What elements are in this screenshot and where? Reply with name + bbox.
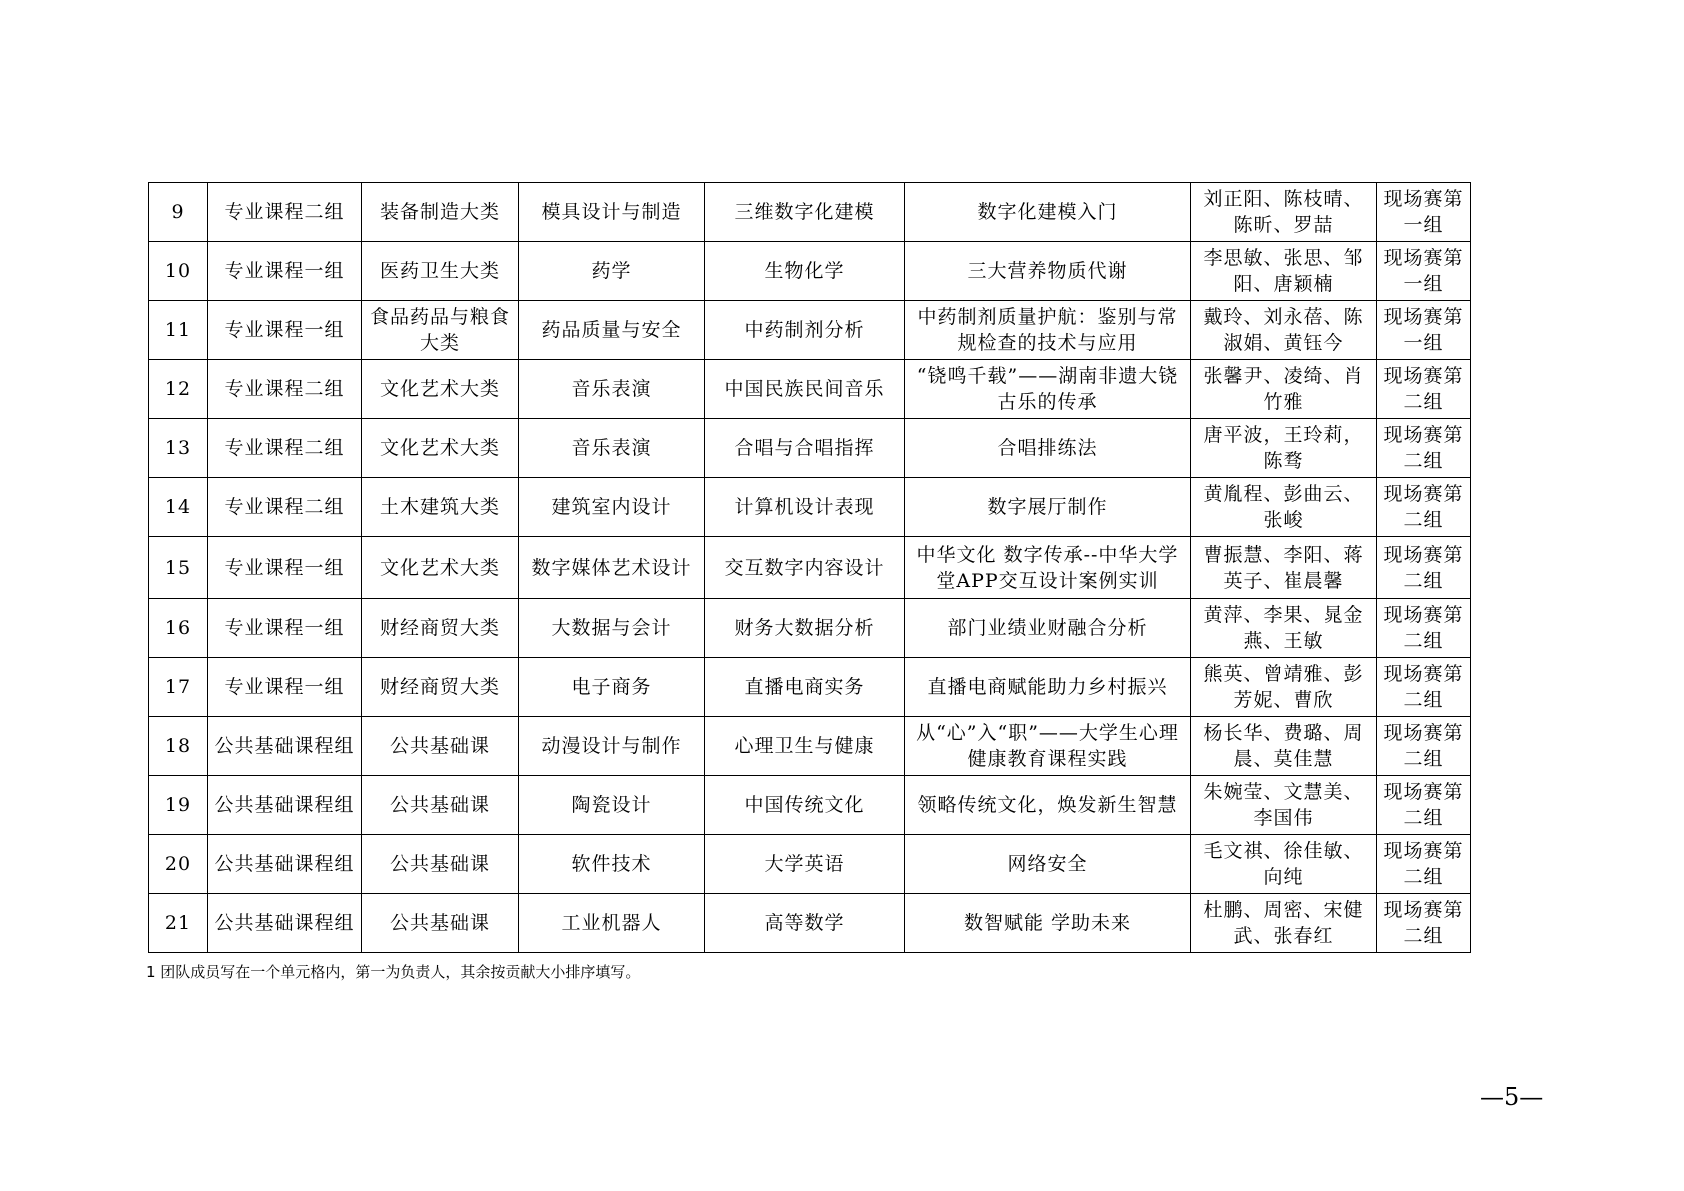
category-cell: 装备制造大类 xyxy=(362,183,519,242)
category-cell: 公共基础课 xyxy=(362,835,519,894)
category-cell: 文化艺术大类 xyxy=(362,537,519,599)
major-cell: 药学 xyxy=(519,242,705,301)
table-row xyxy=(149,776,1471,835)
team-cell: 张馨尹、凌绮、肖竹雅 xyxy=(1191,360,1377,419)
table-row xyxy=(149,537,1471,599)
course-cell: 生物化学 xyxy=(705,242,905,301)
group-cell: 专业课程二组 xyxy=(208,419,362,478)
course-cell: 高等数学 xyxy=(705,894,905,953)
contest-cell: 现场赛第二组 xyxy=(1377,478,1471,537)
category-cell: 文化艺术大类 xyxy=(362,419,519,478)
table-row xyxy=(149,183,1471,242)
contest-cell: 现场赛第二组 xyxy=(1377,776,1471,835)
team-cell: 杨长华、费璐、周晨、莫佳慧 xyxy=(1191,717,1377,776)
contest-cell: 现场赛第二组 xyxy=(1377,717,1471,776)
course-cell: 直播电商实务 xyxy=(705,658,905,717)
table-row xyxy=(149,419,1471,478)
topic-cell: 三大营养物质代谢 xyxy=(905,242,1191,301)
table-body xyxy=(149,183,1471,953)
course-cell: 交互数字内容设计 xyxy=(705,537,905,599)
category-cell: 公共基础课 xyxy=(362,776,519,835)
contest-cell: 现场赛第一组 xyxy=(1377,242,1471,301)
course-cell: 合唱与合唱指挥 xyxy=(705,419,905,478)
course-cell: 心理卫生与健康 xyxy=(705,717,905,776)
table-row xyxy=(149,242,1471,301)
row-number-cell: 20 xyxy=(149,835,208,894)
major-cell: 音乐表演 xyxy=(519,360,705,419)
table-row xyxy=(149,658,1471,717)
topic-cell: 领略传统文化，焕发新生智慧 xyxy=(905,776,1191,835)
contest-cell: 现场赛第二组 xyxy=(1377,894,1471,953)
group-cell: 公共基础课程组 xyxy=(208,776,362,835)
row-number-cell: 19 xyxy=(149,776,208,835)
group-cell: 专业课程一组 xyxy=(208,301,362,360)
table-row xyxy=(149,894,1471,953)
team-cell: 戴玲、刘永蓓、陈淑娟、黄钰今 xyxy=(1191,301,1377,360)
table-row xyxy=(149,599,1471,658)
group-cell: 公共基础课程组 xyxy=(208,894,362,953)
group-cell: 专业课程二组 xyxy=(208,478,362,537)
course-cell: 中国传统文化 xyxy=(705,776,905,835)
contest-cell: 现场赛第二组 xyxy=(1377,835,1471,894)
topic-cell: 数智赋能 学助未来 xyxy=(905,894,1191,953)
group-cell: 公共基础课程组 xyxy=(208,717,362,776)
course-cell: 计算机设计表现 xyxy=(705,478,905,537)
row-number-cell: 18 xyxy=(149,717,208,776)
topic-cell: 网络安全 xyxy=(905,835,1191,894)
major-cell: 模具设计与制造 xyxy=(519,183,705,242)
category-cell: 医药卫生大类 xyxy=(362,242,519,301)
team-cell: 李思敏、张思、邹阳、唐颖楠 xyxy=(1191,242,1377,301)
group-cell: 专业课程一组 xyxy=(208,537,362,599)
group-cell: 公共基础课程组 xyxy=(208,835,362,894)
page-number: —5— xyxy=(1480,1083,1544,1111)
topic-cell: “铙鸣千载”——湖南非遗大铙古乐的传承 xyxy=(905,360,1191,419)
course-cell: 中国民族民间音乐 xyxy=(705,360,905,419)
major-cell: 软件技术 xyxy=(519,835,705,894)
row-number-cell: 11 xyxy=(149,301,208,360)
footnote: 1 团队成员写在一个单元格内，第一为负责人，其余按贡献大小排序填写。 xyxy=(146,963,641,981)
team-cell: 曹振慧、李阳、蒋英子、崔晨馨 xyxy=(1191,537,1377,599)
contest-cell: 现场赛第二组 xyxy=(1377,537,1471,599)
row-number-cell: 16 xyxy=(149,599,208,658)
group-cell: 专业课程二组 xyxy=(208,360,362,419)
team-cell: 毛文祺、徐佳敏、向纯 xyxy=(1191,835,1377,894)
topic-cell: 合唱排练法 xyxy=(905,419,1191,478)
contest-cell: 现场赛第二组 xyxy=(1377,599,1471,658)
contest-cell: 现场赛第一组 xyxy=(1377,301,1471,360)
group-cell: 专业课程二组 xyxy=(208,183,362,242)
contest-cell: 现场赛第二组 xyxy=(1377,658,1471,717)
team-cell: 黄胤程、彭曲云、张峻 xyxy=(1191,478,1377,537)
team-cell: 刘正阳、陈枝晴、陈昕、罗喆 xyxy=(1191,183,1377,242)
table-row xyxy=(149,478,1471,537)
major-cell: 药品质量与安全 xyxy=(519,301,705,360)
team-cell: 唐平波，王玲莉，陈骛 xyxy=(1191,419,1377,478)
category-cell: 财经商贸大类 xyxy=(362,599,519,658)
topic-cell: 从“心”入“职”——大学生心理健康教育课程实践 xyxy=(905,717,1191,776)
topic-cell: 部门业绩业财融合分析 xyxy=(905,599,1191,658)
course-cell: 财务大数据分析 xyxy=(705,599,905,658)
major-cell: 动漫设计与制作 xyxy=(519,717,705,776)
row-number-cell: 12 xyxy=(149,360,208,419)
major-cell: 工业机器人 xyxy=(519,894,705,953)
major-cell: 建筑室内设计 xyxy=(519,478,705,537)
team-cell: 熊英、曾靖雅、彭芳妮、曹欣 xyxy=(1191,658,1377,717)
table-row xyxy=(149,717,1471,776)
row-number-cell: 15 xyxy=(149,537,208,599)
contest-cell: 现场赛第二组 xyxy=(1377,419,1471,478)
contest-cell: 现场赛第二组 xyxy=(1377,360,1471,419)
table-row xyxy=(149,835,1471,894)
group-cell: 专业课程一组 xyxy=(208,599,362,658)
major-cell: 电子商务 xyxy=(519,658,705,717)
topic-cell: 数字展厅制作 xyxy=(905,478,1191,537)
table-row xyxy=(149,301,1471,360)
major-cell: 陶瓷设计 xyxy=(519,776,705,835)
row-number-cell: 13 xyxy=(149,419,208,478)
major-cell: 大数据与会计 xyxy=(519,599,705,658)
group-cell: 专业课程一组 xyxy=(208,658,362,717)
team-cell: 杜鹏、周密、宋健武、张春红 xyxy=(1191,894,1377,953)
team-cell: 黄萍、李果、晁金燕、王敏 xyxy=(1191,599,1377,658)
topic-cell: 直播电商赋能助力乡村振兴 xyxy=(905,658,1191,717)
row-number-cell: 10 xyxy=(149,242,208,301)
category-cell: 食品药品与粮食大类 xyxy=(362,301,519,360)
topic-cell: 中华文化 数字传承--中华大学堂APP交互设计案例实训 xyxy=(905,537,1191,599)
category-cell: 公共基础课 xyxy=(362,717,519,776)
category-cell: 公共基础课 xyxy=(362,894,519,953)
contest-cell: 现场赛第一组 xyxy=(1377,183,1471,242)
topic-cell: 中药制剂质量护航：鉴别与常规检查的技术与应用 xyxy=(905,301,1191,360)
table-row xyxy=(149,360,1471,419)
row-number-cell: 21 xyxy=(149,894,208,953)
category-cell: 财经商贸大类 xyxy=(362,658,519,717)
row-number-cell: 9 xyxy=(149,183,208,242)
course-cell: 三维数字化建模 xyxy=(705,183,905,242)
course-cell: 中药制剂分析 xyxy=(705,301,905,360)
topic-cell: 数字化建模入门 xyxy=(905,183,1191,242)
team-cell: 朱婉莹、文慧美、李国伟 xyxy=(1191,776,1377,835)
category-cell: 土木建筑大类 xyxy=(362,478,519,537)
category-cell: 文化艺术大类 xyxy=(362,360,519,419)
course-cell: 大学英语 xyxy=(705,835,905,894)
row-number-cell: 17 xyxy=(149,658,208,717)
entries-table xyxy=(148,182,1471,953)
group-cell: 专业课程一组 xyxy=(208,242,362,301)
major-cell: 数字媒体艺术设计 xyxy=(519,537,705,599)
major-cell: 音乐表演 xyxy=(519,419,705,478)
row-number-cell: 14 xyxy=(149,478,208,537)
